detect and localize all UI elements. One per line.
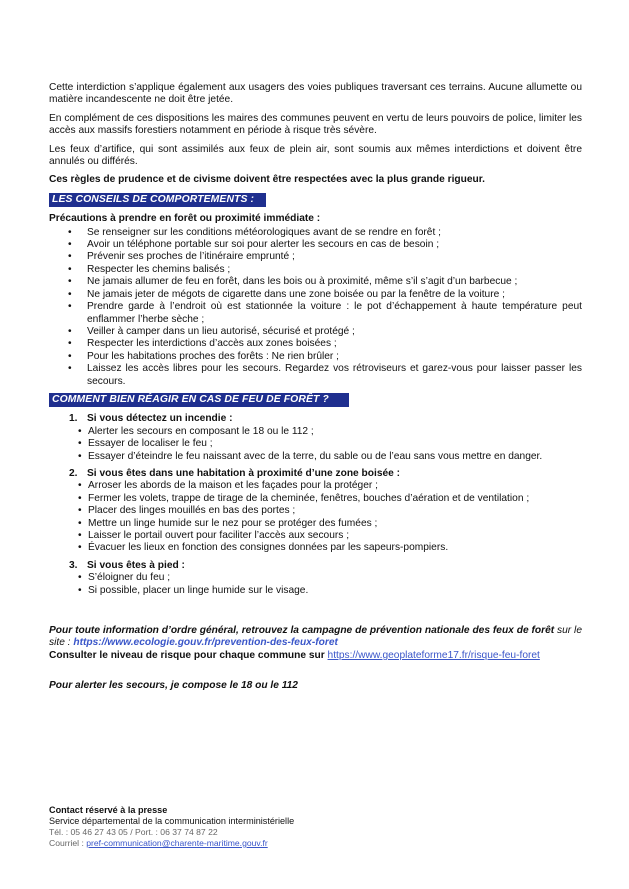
reagir-item-text: Alerter les secours en composant le 18 ou le 112 ;: [88, 425, 314, 437]
reagir-item-text: Placer des linges mouillés en bas des portes ;: [88, 505, 296, 517]
document-body: [49, 82, 582, 693]
bullet-icon: •: [68, 350, 72, 362]
section-title-text: Si vous êtes à pied :: [87, 559, 185, 571]
reagir-item: [49, 426, 582, 438]
reagir-list: [49, 413, 582, 597]
bullet-icon: •: [68, 301, 72, 313]
reagir-item: [49, 505, 582, 517]
bullet-icon: •: [68, 276, 72, 288]
conseil-item: [49, 363, 582, 388]
bullet-icon: •: [78, 480, 82, 492]
conseil-item-text: Prévenir ses proches de l’itinéraire emprunté ;: [87, 251, 295, 263]
bullet-icon: •: [68, 226, 72, 238]
bullet-icon: •: [78, 492, 82, 504]
conseils-subtitle: Précautions à prendre en forêt ou proximité immédiate :: [49, 213, 321, 225]
conseil-item-text: Respecter les interdictions d’accès aux zones boisées ;: [87, 338, 337, 350]
section-number: 2.: [69, 467, 78, 479]
reagir-item: [49, 572, 582, 584]
reagir-item: [49, 542, 582, 554]
conseil-item: [49, 276, 582, 288]
conseil-item-text: Laissez les accès libres pour les secours. Regardez vos rétroviseurs et garez-vous pour laisser passer les secours.: [87, 363, 582, 387]
bullet-icon: •: [78, 505, 82, 517]
geoplateforme-link[interactable]: https://www.geoplateforme17.fr/risque-feu-foret: [327, 649, 540, 661]
conseil-item-text: Pour les habitations proches des forêts : Ne rien brûler ;: [87, 350, 339, 362]
conseil-item: [49, 338, 582, 350]
intro-paragraph-4: Ces règles de prudence et de civisme doivent être respectées avec la plus grande rigueur.: [49, 174, 485, 186]
conseil-item-text: Prendre garde à l’endroit où est stationnée la voiture : le pot d’échappement à haute température peut enflammer l’herbe sèche ;: [87, 301, 582, 325]
conseil-item: [49, 251, 582, 263]
info-line-1: [49, 625, 582, 650]
bullet-icon: •: [68, 239, 72, 251]
reagir-item-text: Laisser le portail ouvert pour faciliter l’accès aux secours ;: [88, 530, 350, 541]
reagir-banner: COMMENT BIEN RÉAGIR EN CAS DE FEU DE FORÊT ?: [49, 393, 349, 407]
bullet-icon: •: [78, 542, 82, 554]
reagir-item-text: Mettre un linge humide sur le nez pour se protéger des fumées ;: [88, 517, 378, 529]
reagir-item: [49, 585, 582, 597]
conseils-list: [49, 227, 582, 388]
reagir-item-text: Si possible, placer un linge humide sur le visage.: [88, 584, 309, 596]
conseil-item-text: Se renseigner sur les conditions météorologiques avant de se rendre en forêt ;: [87, 226, 441, 238]
conseils-banner: LES CONSEILS DE COMPORTEMENTS :: [49, 193, 266, 207]
intro-paragraph-1: Cette interdiction s’applique également aux usagers des voies publiques traversant ces terrains. Aucune allumette ou matière incandescente ne doit être jetée.: [49, 82, 582, 106]
reagir-item: [49, 530, 582, 542]
reagir-item-text: Essayer d’éteindre le feu naissant avec de la terre, du sable ou de l’eau sans vous mettre en danger.: [88, 450, 543, 462]
bullet-icon: •: [78, 572, 82, 584]
conseil-item-text: Ne jamais allumer de feu en forêt, dans les bois ou à proximité, même s’il s’agit d’un barbecue ;: [87, 276, 518, 288]
alert-line: Pour alerter les secours, je compose le 18 ou le 112: [49, 680, 298, 692]
reagir-section-title: [49, 468, 582, 480]
conseil-item: [49, 227, 582, 239]
bullet-icon: •: [78, 584, 82, 596]
reagir-item-text: Arroser les abords de la maison et les façades pour la protéger ;: [88, 480, 378, 492]
section-title-text: Si vous détectez un incendie :: [87, 413, 233, 425]
reagir-item: [49, 518, 582, 530]
reagir-section: [49, 468, 582, 555]
section-number: 3.: [69, 559, 78, 571]
bullet-icon: •: [78, 438, 82, 450]
reagir-item: [49, 493, 582, 505]
bullet-icon: •: [68, 325, 72, 337]
bullet-icon: •: [68, 288, 72, 300]
conseil-item-text: Veiller à camper dans un lieu autorisé, sécurisé et protégé ;: [87, 325, 355, 337]
contact-title: Contact réservé à la presse: [49, 805, 168, 815]
contact-email-link[interactable]: pref-communication@charente-maritime.gouv.fr: [86, 838, 268, 848]
bullet-icon: •: [68, 338, 72, 350]
reagir-item-text: S’éloigner du feu ;: [88, 572, 171, 584]
reagir-section: [49, 413, 582, 463]
reagir-item-text: Évacuer les lieux en fonction des consignes données par les sapeurs-pompiers.: [88, 542, 449, 554]
section-title-text: Si vous êtes dans une habitation à proximité d’une zone boisée :: [87, 467, 401, 479]
conseil-item-text: Respecter les chemins balisés ;: [87, 263, 231, 275]
reagir-section: [49, 560, 582, 597]
bullet-icon: •: [68, 263, 72, 275]
conseil-item-text: Avoir un téléphone portable sur soi pour alerter les secours en cas de besoin ;: [87, 239, 440, 251]
reagir-sub-list: [49, 572, 582, 597]
conseil-item: [49, 301, 582, 326]
contact-email-label: Courriel :: [49, 838, 87, 848]
ecologie-link[interactable]: https://www.ecologie.gouv.fr/prevention-des-feux-foret: [73, 637, 338, 649]
info-line-1-suffix: sur le site :: [49, 625, 582, 649]
info-line-1-text: Pour toute information d’ordre général, retrouvez la campagne de prévention nationale des feux de forêt: [49, 625, 555, 637]
contact-email-line: [49, 838, 309, 849]
bullet-icon: •: [78, 517, 82, 529]
reagir-sub-list: [49, 480, 582, 554]
reagir-item: [49, 480, 582, 492]
info-block: [49, 625, 582, 662]
contact-phone: Tél. : 05 46 27 43 05 / Port. : 06 37 74 87 22: [49, 827, 218, 837]
conseil-item: [49, 326, 582, 338]
info-line-2-text: Consulter le niveau de risque pour chaque commune sur: [49, 649, 328, 661]
reagir-sub-list: [49, 426, 582, 463]
reagir-item-text: Fermer les volets, trappe de tirage de la cheminée, fenêtres, bouches d’aération et de ventilation ;: [88, 492, 530, 504]
conseil-item: [49, 351, 582, 363]
section-number: 1.: [69, 413, 78, 425]
reagir-section-title: [49, 560, 582, 572]
bullet-icon: •: [78, 450, 82, 462]
press-contact: [49, 805, 309, 849]
reagir-item-text: Essayer de localiser le feu ;: [88, 438, 213, 450]
bullet-icon: •: [68, 251, 72, 263]
contact-service: Service départemental de la communication interministérielle: [49, 816, 295, 826]
conseil-item: [49, 289, 582, 301]
info-line-2: [49, 650, 582, 662]
conseil-item: [49, 264, 582, 276]
reagir-item: [49, 438, 582, 450]
bullet-icon: •: [68, 363, 72, 375]
intro-paragraph-2: En complément de ces dispositions les maires des communes peuvent en vertu de leurs pouvoirs de police, limiter les accès aux massifs forestiers notamment en période à risque très sévère.: [49, 112, 582, 137]
intro-paragraph-3: Les feux d’artifice, qui sont assimilés aux feux de plein air, sont soumis aux mêmes interdictions et doivent être annulés ou différés.: [49, 143, 582, 168]
conseil-item-text: Ne jamais jeter de mégots de cigarette dans une zone boisée ou par la fenêtre de la voiture ;: [87, 288, 505, 300]
reagir-section-title: [49, 413, 582, 425]
conseil-item: [49, 239, 582, 251]
bullet-icon: •: [78, 425, 82, 437]
bullet-icon: •: [78, 530, 82, 541]
reagir-item: [49, 451, 582, 463]
